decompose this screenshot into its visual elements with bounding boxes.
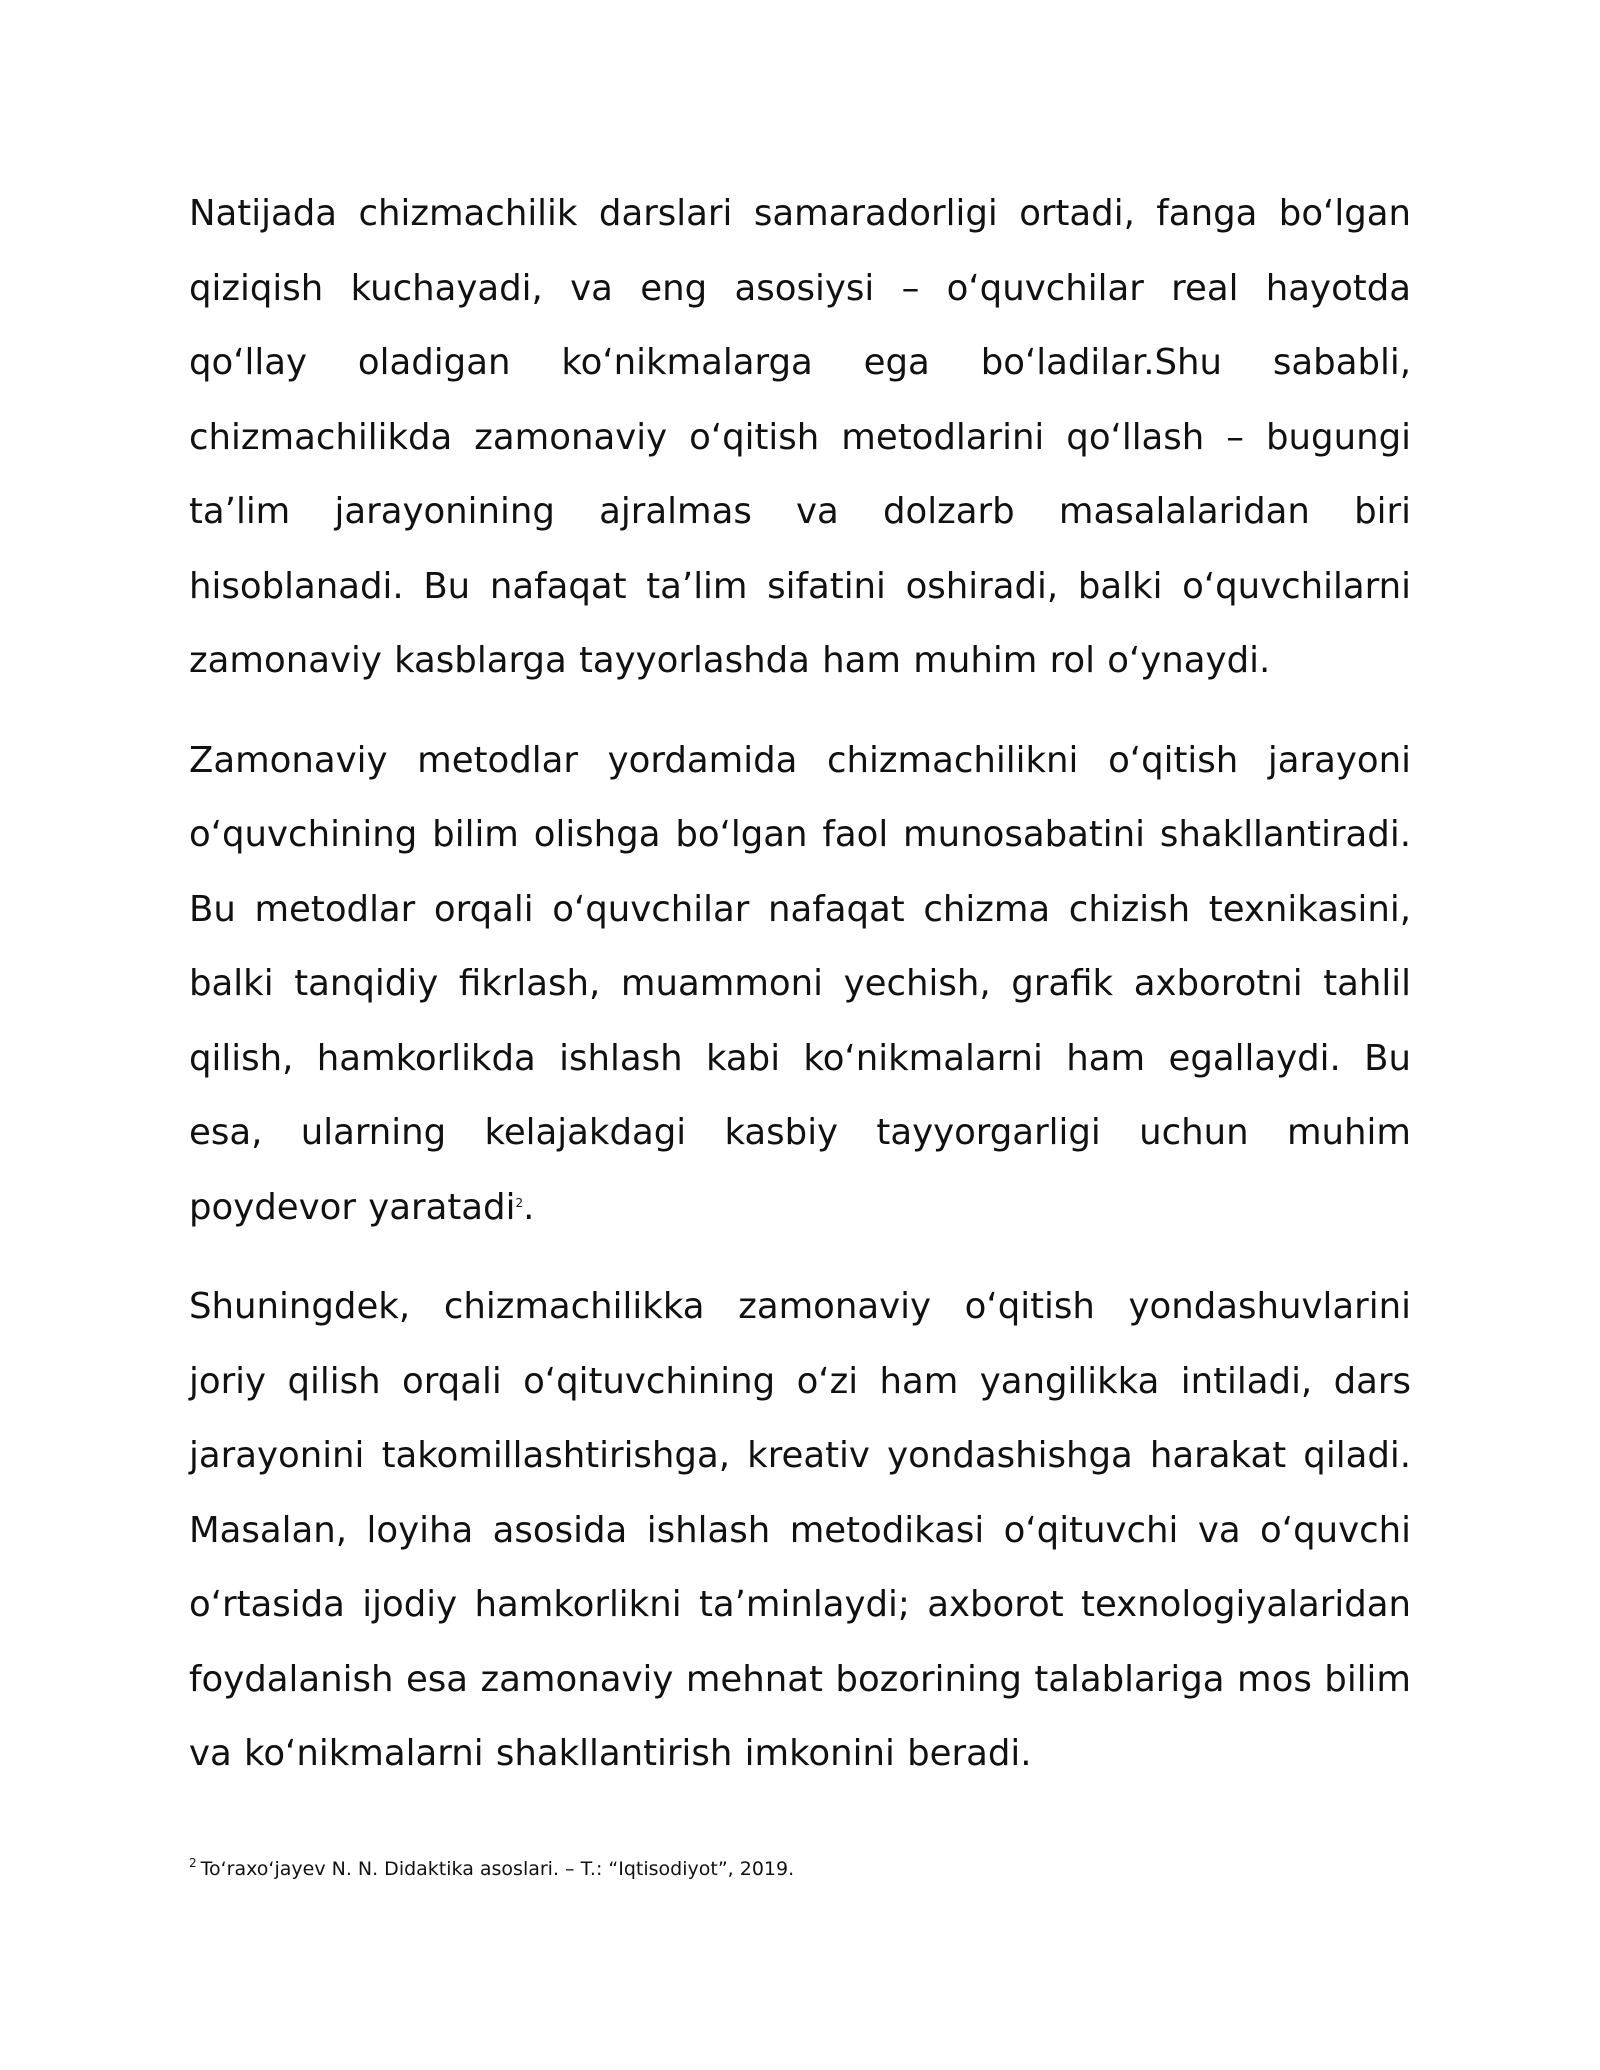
paragraph: Natijada chizmachilik darslari samaradorligi ortadi, fanga boʻlgan qiziqish kuchayadi, va eng asosiysi – oʻquvchilar real hayotda qoʻllay oladigan koʻnikmalarga ega boʻladilar.Shu sababli, chizmachilikda zamonaviy oʻqitish metodlarini qoʻllash – bugungi taʼlim jarayonining ajralmas va dolzarb masalalaridan biri hisoblanadi. Bu nafaqat taʼlim sifatini oshiradi, balki oʻquvchilarni zamonaviy kasblarga tayyorlashda ham muhim rol oʻynaydi. bbox=[189, 193, 1411, 681]
paragraph-end-punctuation: . bbox=[523, 1186, 535, 1228]
footnote bbox=[189, 1856, 1411, 1882]
footnote-text: Toʻraxoʻjayev N. N. Didaktika asoslari. – T.: “Iqtisodiyot”, 2019. bbox=[200, 1858, 795, 1880]
body-text bbox=[189, 177, 1411, 1817]
paragraph-text: Zamonaviy metodlar yordamida chizmachilikni oʻqitish jarayoni oʻquvchining bilim olishga boʻlgan faol munosabatini shakllantiradi. Bu metodlar orqali oʻquvchilar nafaqat chizma chizish texnikasini, balki tanqidiy fikrlash, muammoni yechish, grafik axborotni tahlil qilish, hamkorlikda ishlash kabi koʻnikmalarni ham egallaydi. Bu esa, ularning kelajakdagi kasbiy tayyorgarligi uchun muhim poydevor yaratadi bbox=[189, 739, 1411, 1228]
paragraph bbox=[189, 724, 1411, 1246]
footnote-number: 2 bbox=[189, 1856, 197, 1870]
paragraph: Shuningdek, chizmachilikka zamonaviy oʻqitish yondashuvlarini joriy qilish orqali oʻqituvchining oʻzi ham yangilikka intiladi, dars jarayonini takomillashtirishga, kreativ yondashishga harakat qiladi. Masalan, loyiha asosida ishlash metodikasi oʻqituvchi va oʻquvchi oʻrtasida ijodiy hamkorlikni taʼminlaydi; axborot texnologiyalaridan foydalanish esa zamonaviy mehnat bozorining talablariga mos bilim va koʻnikmalarni shakllantirish imkonini beradi. bbox=[189, 1286, 1411, 1774]
footnote-reference: 2 bbox=[515, 1195, 524, 1210]
